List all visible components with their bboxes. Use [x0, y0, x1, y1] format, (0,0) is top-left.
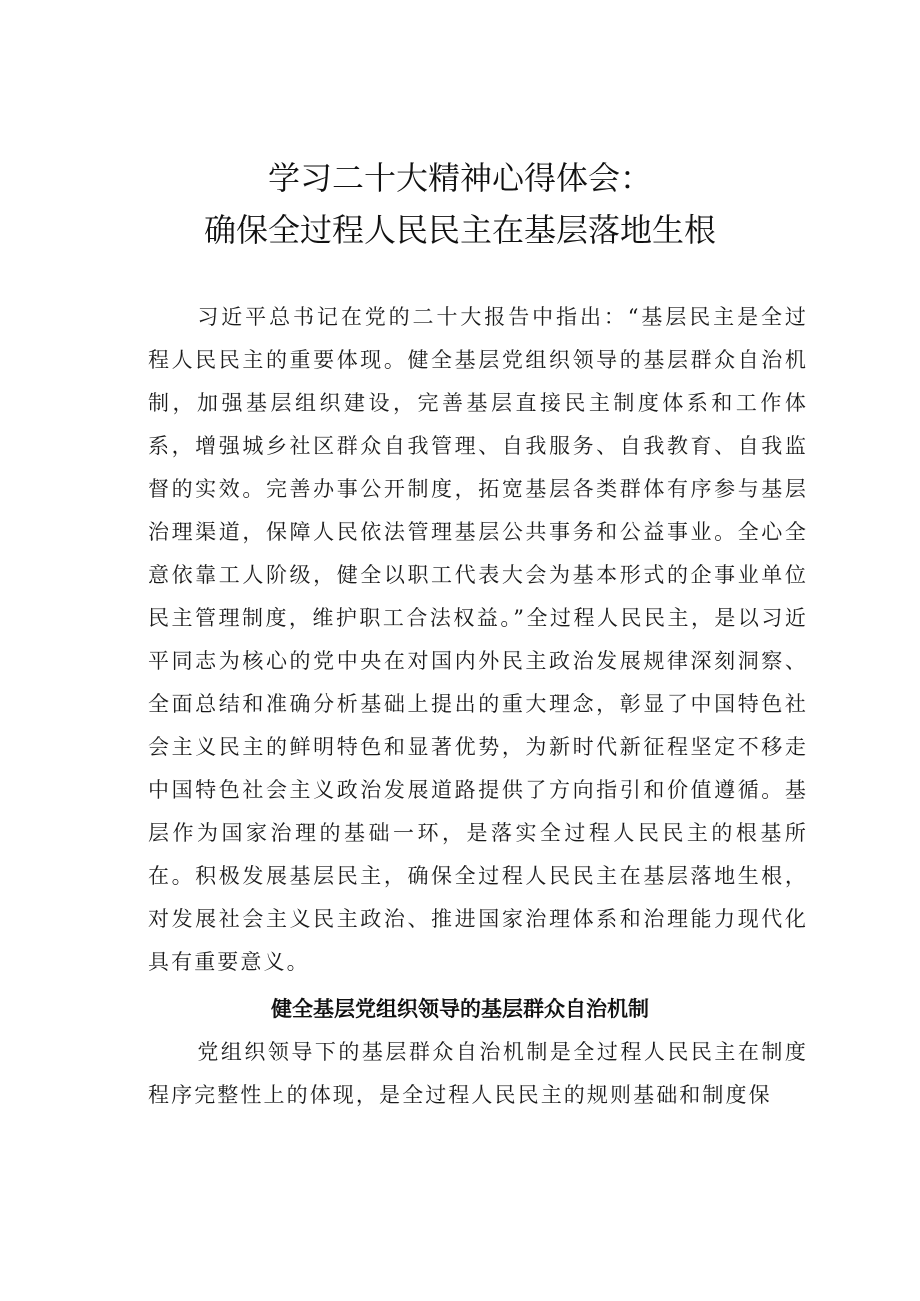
body-paragraph-1: 习近平总书记在党的二十大报告中指出：“基层民主是全过程人民民主的重要体现。健全基层党组织领导的基层群众自治机制，加强基层组织建设，完善基层直接民主制度体系和工作体系，增强城乡社区群众自我管理、自我服务、自我教育、自我监督的实效。完善办事公开制度，拓宽基层各类群体有序参与基层治理渠道，保障人民依法管理基层公共事务和公益事业。全心全意依靠工人阶级，健全以职工代表大会为基本形式的企事业单位民主管理制度，维护职工合法权益。”全过程人民民主，是以习近平同志为核心的党中央在对国内外民主政治发展规律深刻洞察、全面总结和准确分析基础上提出的重大理念，彰显了中国特色社会主义民主的鲜明特色和显著优势，为新时代新征程坚定不移走中国特色社会主义政治发展道路提供了方向指引和价值遵循。基层作为国家治理的基础一环，是落实全过程人民民主的根基所在。积极发展基层民主，确保全过程人民民主在基层落地生根，对发展社会主义民主政治、推进国家治理体系和治理能力现代化具有重要意义。	[148, 305, 808, 974]
document-title	[0, 152, 920, 256]
title-line-1: 学习二十大精神心得体会：	[267, 159, 652, 197]
section-heading: 健全基层党组织领导的基层群众自治机制	[271, 997, 649, 1021]
body-paragraph-2: 党组织领导下的基层群众自治机制是全过程人民民主在制度程序完整性上的体现，是全过程人民民主的规则基础和制度保	[148, 1040, 808, 1107]
title-line-2: 确保全过程人民民主在基层落地生根	[203, 211, 716, 249]
